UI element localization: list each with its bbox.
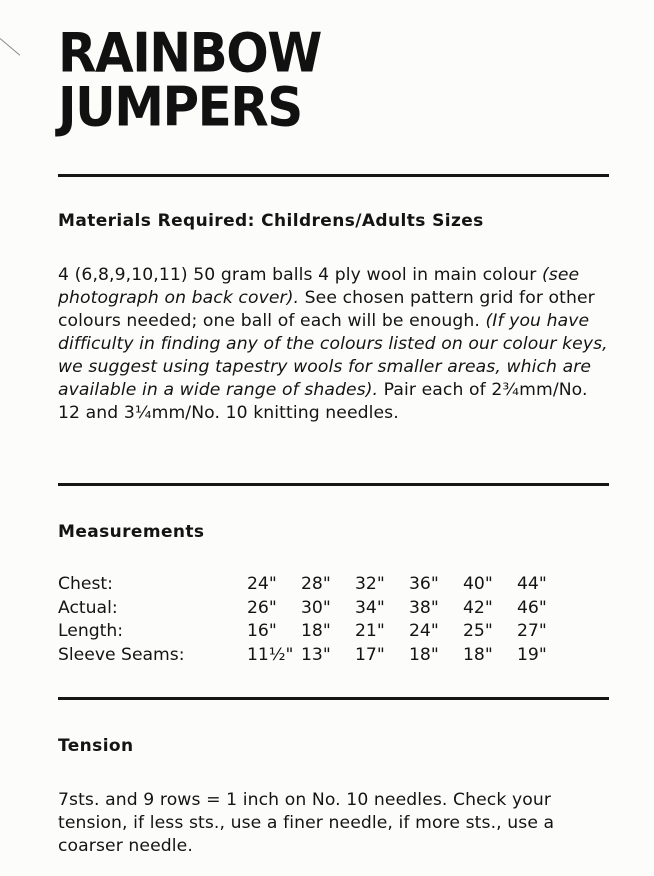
- size-value: 44": [517, 574, 547, 594]
- size-value: 24": [247, 574, 277, 594]
- tension-heading: Tension: [58, 736, 134, 756]
- size-value: 16": [247, 621, 277, 641]
- corner-scratch-mark: [0, 38, 20, 55]
- size-value: 32": [355, 574, 385, 594]
- size-value: 19": [517, 644, 547, 665]
- size-value: 18": [301, 621, 331, 641]
- size-value: 17": [355, 644, 385, 665]
- size-value: 36": [409, 574, 439, 594]
- size-value: 27": [517, 621, 547, 641]
- row-label: Chest:: [58, 574, 113, 594]
- size-value: 13": [301, 644, 331, 665]
- title-line-2: JUMPERS: [58, 75, 302, 139]
- materials-text-part-3: See chosen pattern grid for other colours needed; one ball of each will be enough.: [58, 288, 595, 331]
- size-value: 24": [409, 621, 439, 641]
- row-label: Actual:: [58, 597, 118, 618]
- size-value: 25": [463, 621, 493, 641]
- size-value: 28": [301, 574, 331, 594]
- size-value: 18": [409, 644, 439, 665]
- size-value: 42": [463, 597, 493, 618]
- table-row: [58, 573, 571, 597]
- divider-rule-2: [58, 483, 609, 486]
- row-label: Length:: [58, 621, 124, 641]
- materials-text-part-5: Pair each of 2¾mm/No. 12 and 3¼mm/No. 10 knitting needles.: [58, 380, 588, 423]
- measurements-table: [58, 573, 571, 667]
- title-line-1: RAINBOW: [58, 21, 321, 85]
- size-value: 46": [517, 597, 547, 618]
- tension-text: 7sts. and 9 rows = 1 inch on No. 10 needles. Check your tension, if less sts., use a finer needle, if more sts., use a coarser needle.: [58, 790, 555, 856]
- size-value: 40": [463, 574, 493, 594]
- materials-heading: Materials Required: Childrens/Adults Sizes: [58, 211, 484, 231]
- table-row: [58, 620, 571, 644]
- size-value: 11½": [247, 644, 294, 665]
- pattern-page: [58, 0, 618, 876]
- size-value: 21": [355, 621, 385, 641]
- row-label: Sleeve Seams:: [58, 644, 185, 665]
- table-row: [58, 597, 571, 621]
- size-value: 26": [247, 597, 277, 618]
- materials-text: [58, 264, 614, 425]
- materials-text-part-4: (If you have difficulty in finding any of the colours listed on our colour keys, we suggest using tapestry wools for smaller areas, which are available in a wide range of shades).: [58, 311, 608, 400]
- table-row: [58, 644, 571, 668]
- measurements-heading: Measurements: [58, 522, 205, 542]
- materials-text-part-2: (see photograph on back cover).: [58, 265, 580, 308]
- divider-rule-1: [58, 174, 609, 177]
- materials-text-part-1: 4 (6,8,9,10,11) 50 gram balls 4 ply wool in main colour: [58, 265, 542, 285]
- page-title: [58, 21, 321, 139]
- divider-rule-3: [58, 697, 609, 700]
- size-value: 38": [409, 597, 439, 618]
- size-value: 18": [463, 644, 493, 665]
- size-value: 34": [355, 597, 385, 618]
- size-value: 30": [301, 597, 331, 618]
